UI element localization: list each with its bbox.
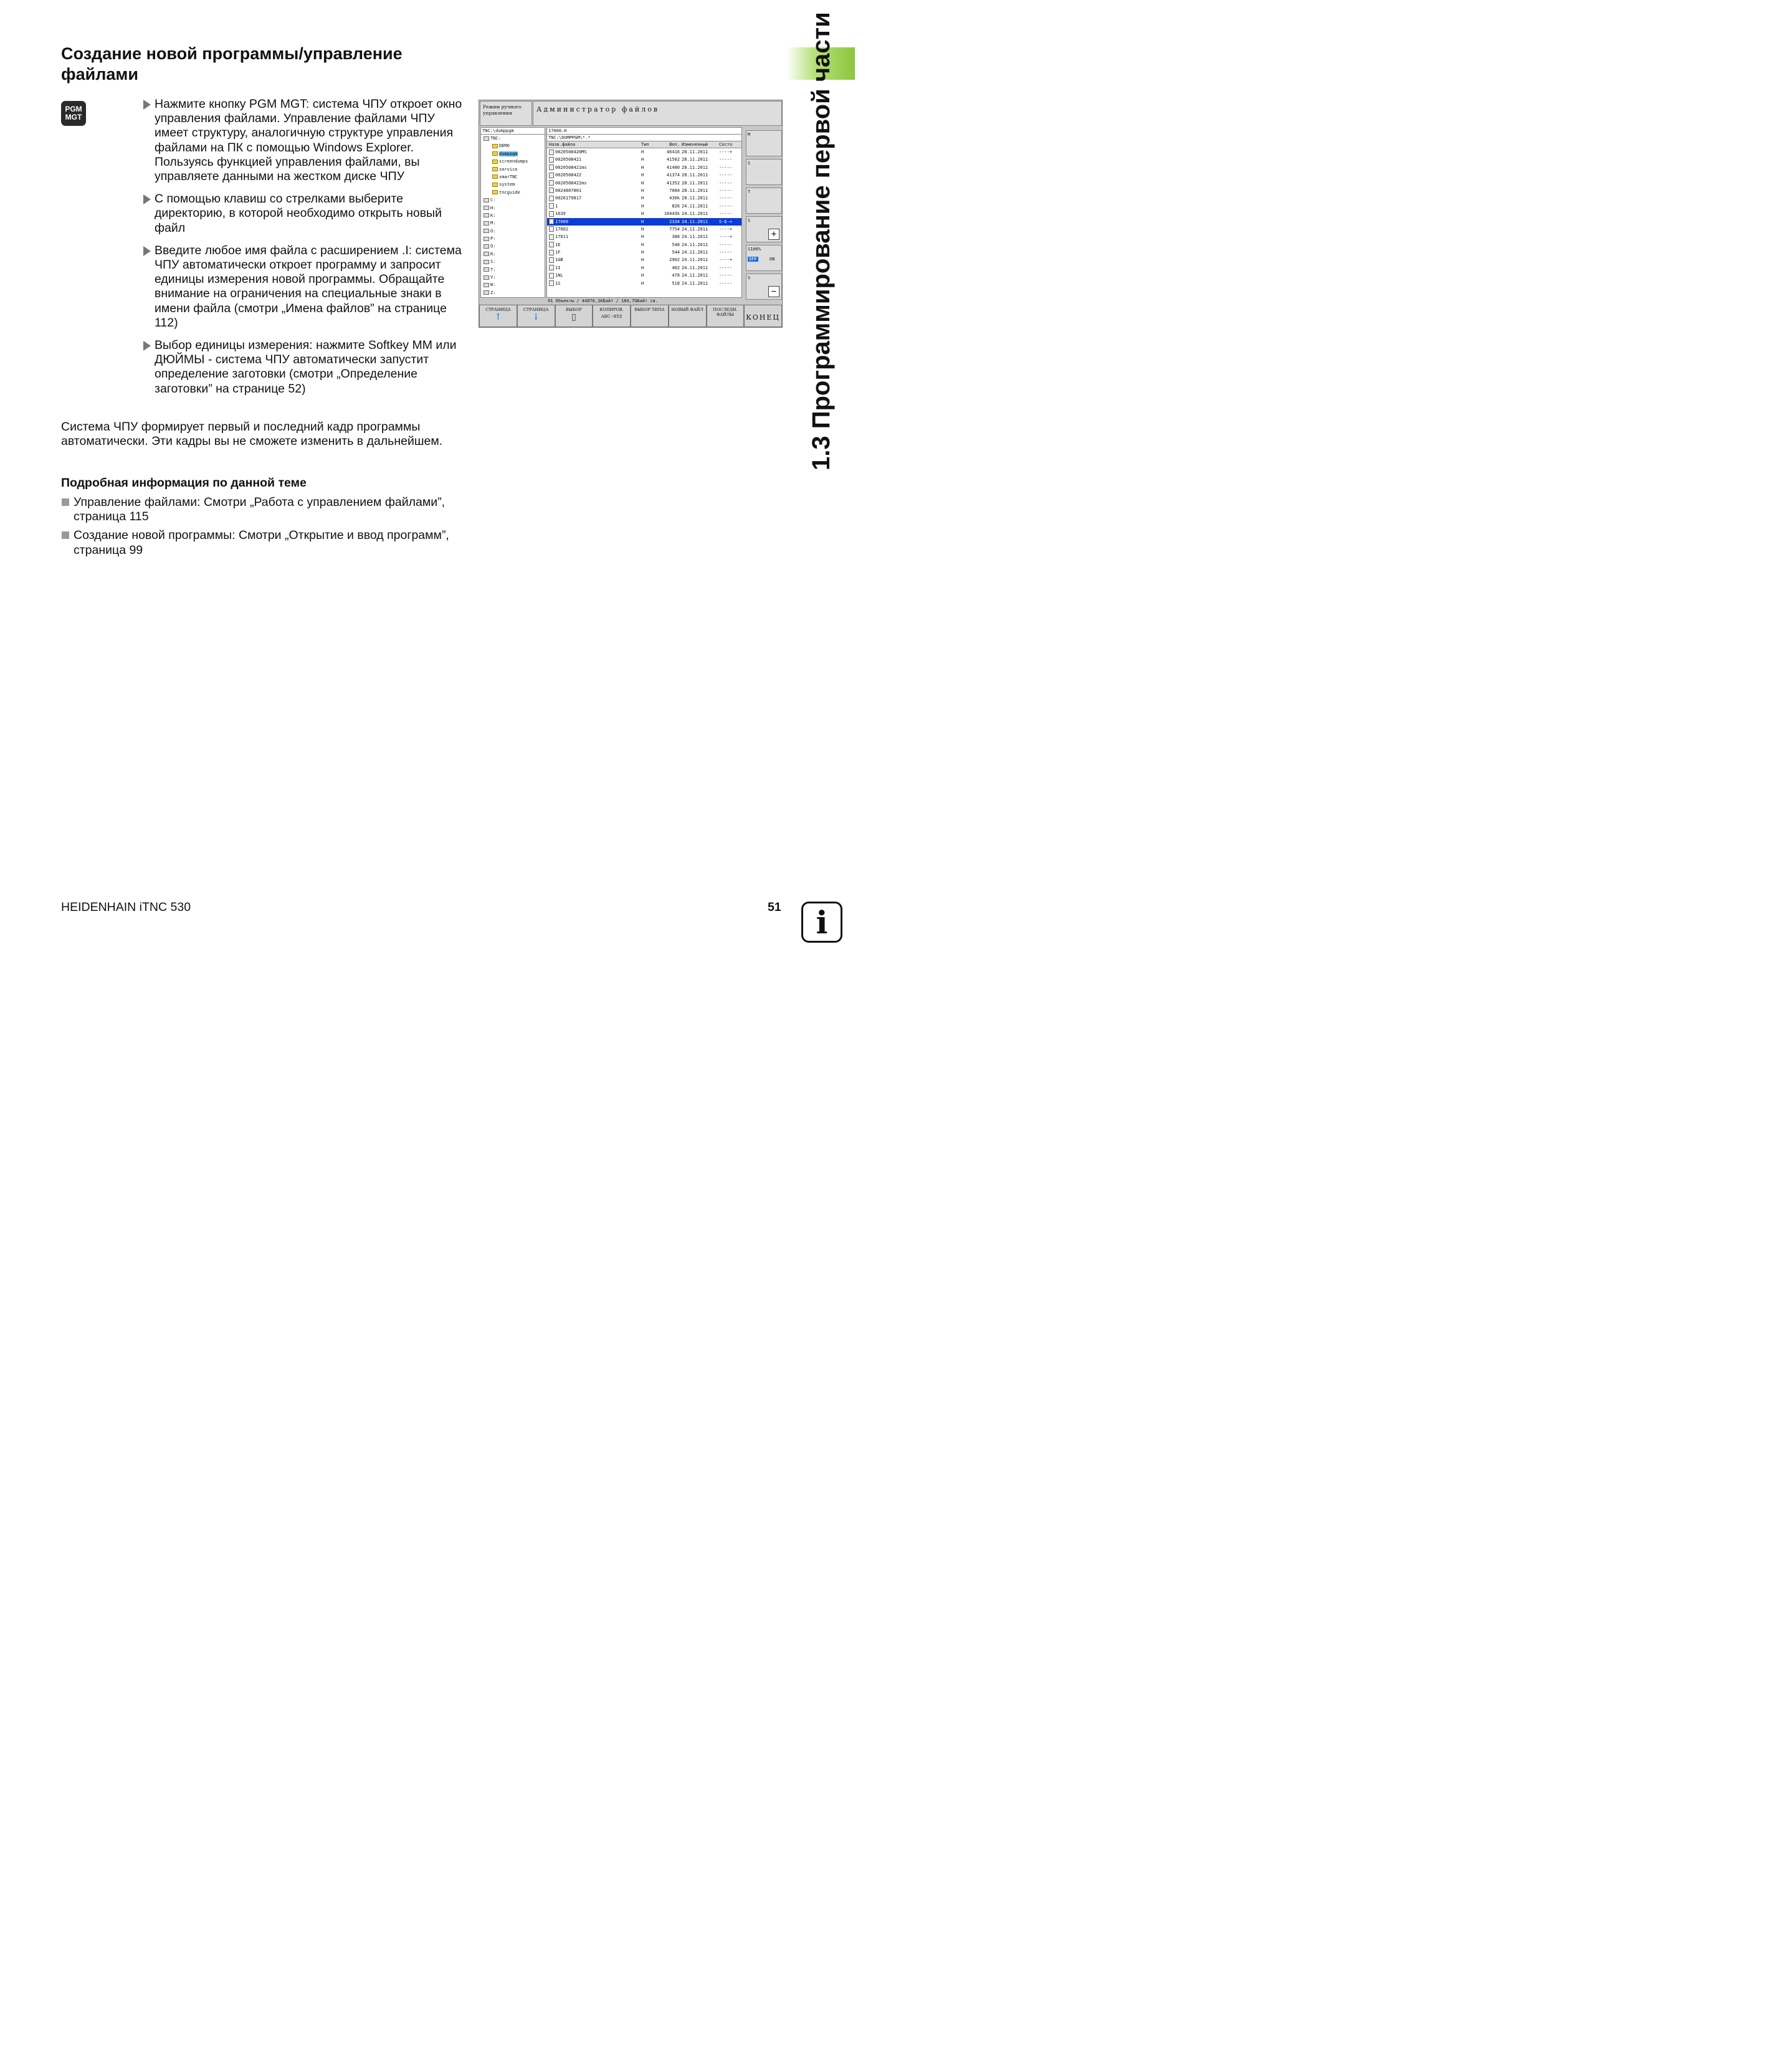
file-cell: 24.11.2011 — [682, 250, 708, 255]
file-row[interactable] — [547, 264, 741, 272]
file-cell — [547, 256, 641, 264]
file-cell: 24.11.2011 — [682, 273, 708, 279]
file-cell — [547, 241, 641, 249]
file-cell: 28.11.2011 — [682, 164, 708, 170]
triangle-bullet-icon — [143, 246, 151, 256]
file-cell — [547, 156, 641, 163]
tree-item-label: T: — [490, 267, 496, 272]
file-cell: S-E-+ — [719, 219, 733, 224]
directory-tree — [480, 127, 545, 298]
softkey-label: КОПИРОВ. — [599, 307, 624, 312]
file-icon — [549, 150, 554, 155]
file-cell: 28.11.2011 — [682, 157, 708, 163]
tree-item[interactable] — [481, 258, 545, 265]
file-icon — [549, 196, 554, 201]
file-row[interactable] — [547, 233, 741, 241]
file-icon — [549, 280, 554, 286]
file-name: 17011 — [555, 234, 569, 240]
file-cell: 24.11.2011 — [682, 242, 708, 247]
file-name: 0020508422ms — [555, 180, 587, 186]
file-cell: 24.11.2011 — [682, 234, 708, 240]
file-cell: 24.11.2011 — [682, 265, 708, 270]
file-cell: 28.11.2011 — [682, 180, 708, 186]
file-cell: ----- — [719, 280, 733, 286]
key-icon-line2: MGT — [65, 113, 82, 121]
column-header[interactable]: Назв.файла — [549, 142, 576, 147]
step-item — [143, 97, 462, 184]
file-name: 1E — [555, 242, 561, 247]
file-cell: 518 — [672, 280, 680, 286]
file-name: 0020508422 — [555, 173, 582, 178]
file-name: 1I — [555, 265, 561, 270]
file-cell: H — [641, 234, 644, 240]
file-cell — [547, 264, 641, 272]
file-cell: 10443k — [664, 211, 680, 217]
file-cell: H — [641, 157, 644, 163]
reference-item — [61, 495, 460, 524]
status-line: 91 Объекты / 44876,1КБайт / 184,7GБайт св. — [548, 298, 659, 303]
file-icon — [549, 188, 554, 193]
file-cell: H — [641, 265, 644, 270]
page-number: 51 — [768, 900, 781, 914]
window-header: Администратор файлов — [533, 101, 782, 126]
tree-item-label: Q: — [490, 244, 496, 249]
new-file-softkey[interactable] — [669, 305, 707, 327]
tree-item-label: TNC: — [490, 136, 501, 141]
file-icon — [549, 226, 554, 232]
file-row[interactable] — [547, 164, 741, 171]
tree-item[interactable] — [481, 173, 545, 181]
recent-files-softkey[interactable] — [707, 305, 745, 327]
folder-icon — [492, 144, 498, 148]
file-cell: H — [641, 196, 644, 201]
file-cell: H — [641, 242, 644, 247]
folder-icon — [492, 174, 498, 179]
tree-item-label: V: — [490, 275, 496, 280]
folder-icon — [492, 167, 498, 171]
button-label: T — [748, 189, 751, 194]
file-cell: ----- — [719, 196, 733, 201]
tree-item[interactable] — [481, 250, 545, 258]
file-name: 1 — [555, 203, 558, 209]
body-paragraph: Система ЧПУ формирует первый и последний кадр программы автоматически. Эти кадры вы не сможете изменить в дальнейшем. — [61, 420, 443, 449]
file-name: 1639 — [555, 211, 566, 217]
drive-icon — [484, 198, 489, 202]
tree-item-label: tncguide — [499, 189, 520, 195]
file-icon — [549, 180, 554, 186]
step-text: Выбор единицы измерения: нажмите Softkey MM или ДЮЙМЫ - система ЧПУ автоматически запустит определение заготовки (смотри „Определение заготовки” на странице 52) — [155, 338, 457, 396]
tree-item-label: system — [499, 182, 515, 188]
file-cell: H — [641, 250, 644, 255]
file-name: 17000 — [555, 219, 569, 224]
button-label: S — [748, 218, 751, 223]
file-icon — [549, 219, 554, 224]
footer-product: HEIDENHAIN iTNC 530 — [61, 900, 191, 914]
file-cell: H — [641, 219, 644, 224]
page-up-softkey[interactable] — [479, 305, 517, 327]
off-label: OFF — [749, 257, 757, 262]
drive-icon — [484, 221, 489, 226]
file-icon — [549, 257, 554, 263]
info-icon: i — [801, 902, 842, 943]
file-cell: H — [641, 273, 644, 279]
file-cell: ----+ — [719, 257, 733, 263]
tree-item[interactable] — [481, 274, 545, 281]
step-text: С помощью клавиш со стрелками выберите директорию, в которой необходимо открыть новый файл — [155, 192, 442, 235]
file-cell: ----+ — [719, 150, 733, 155]
file-row[interactable] — [547, 210, 741, 217]
file-cell: ----- — [719, 265, 733, 270]
spindle-button[interactable] — [746, 159, 782, 185]
softkey-label: ПОСЛЕДН. ФАЙЛЫ — [713, 307, 738, 317]
tree-item-label: C: — [490, 198, 496, 203]
spindle-minus-button[interactable] — [746, 274, 782, 300]
tree-item[interactable] — [481, 189, 545, 196]
file-cell: 28.11.2011 — [682, 196, 708, 201]
file-cell — [547, 210, 641, 217]
file-cell: 28.11.2011 — [682, 188, 708, 193]
step-text: Нажмите кнопку PGM MGT: система ЧПУ откроет окно управления файлами. Управление файлами ЧПУ имеет структуру, аналогичную структуре управления файлами на ПК с помощью Windows Explorer. Пользуясь функцией управления файлами, вы управляете данными на жестком диске ЧПУ — [155, 97, 462, 184]
drive-icon — [484, 275, 489, 280]
copy-icon-source: ABC — [601, 314, 611, 319]
drive-icon — [484, 283, 489, 287]
file-name: 0020508420MS — [555, 150, 587, 155]
file-name: 1F — [555, 250, 561, 255]
triangle-bullet-icon — [143, 341, 151, 351]
file-cell: ----- — [719, 203, 733, 209]
file-name: 1S — [555, 280, 561, 286]
softkey-label: НОВЫЙ ФАЙЛ — [671, 307, 703, 312]
tnc-file-manager-screenshot — [479, 100, 783, 328]
file-cell: ----- — [719, 164, 733, 170]
file-cell: H — [641, 211, 644, 217]
file-cell: H — [641, 180, 644, 186]
on-label: ON — [769, 257, 775, 262]
copy-icon: ABC→XYZ — [601, 314, 622, 319]
step-text: Введите любое имя файла с расширением .I: система ЧПУ автоматически откроет программу и запросит единицы измерения новой программы. Обращайте внимание на ограничения на специальные знаки в имени файла (смотри „Имена файлов” на странице 112) — [155, 243, 462, 330]
tree-item-label: P: — [490, 236, 496, 242]
step-item — [143, 338, 462, 396]
file-icon — [549, 250, 554, 255]
button-label: S — [748, 275, 751, 280]
file-cell: 544 — [672, 250, 680, 255]
tree-item[interactable] — [481, 150, 545, 158]
square-bullet-icon — [62, 531, 69, 539]
file-row[interactable] — [547, 256, 741, 264]
list-path: TNC:\DUMPPGM\*.* — [547, 135, 741, 141]
file-cell: H — [641, 280, 644, 286]
file-row[interactable] — [547, 241, 741, 249]
mode-label: Режим ручного управления — [480, 101, 532, 126]
copy-icon-target: XYZ — [613, 314, 622, 319]
file-name: 0024807801 — [555, 188, 582, 193]
reference-item — [61, 528, 460, 557]
file-row[interactable] — [547, 156, 741, 163]
file-cell: 28.11.2011 — [682, 150, 708, 155]
drive-icon — [484, 237, 489, 241]
column-header[interactable]: Тип — [641, 142, 649, 147]
file-row[interactable] — [547, 280, 741, 287]
file-cell: H — [641, 164, 644, 170]
right-softkey-column — [746, 130, 782, 302]
triangle-bullet-icon — [143, 100, 151, 110]
file-cell — [547, 218, 641, 226]
file-name: 1GB — [555, 257, 563, 263]
file-cell: H — [641, 188, 644, 193]
file-cell — [547, 187, 641, 194]
file-cell: 41374 — [666, 173, 680, 178]
tree-item-label: H: — [490, 205, 496, 211]
tree-item-label: O: — [490, 228, 496, 234]
file-cell — [547, 148, 641, 156]
drive-icon — [484, 252, 489, 256]
page-title: Создание новой программы/управление файлами — [61, 44, 403, 83]
tree-item[interactable] — [481, 289, 545, 297]
tree-item-label: W: — [490, 282, 496, 288]
file-name: 0020508421 — [555, 157, 582, 163]
file-cell: H — [641, 150, 644, 155]
file-row[interactable] — [547, 187, 741, 194]
tree-item-label: smarTNC — [499, 174, 518, 179]
file-row[interactable] — [547, 218, 741, 226]
step-item — [143, 244, 462, 330]
file-row[interactable] — [547, 171, 741, 179]
file-cell: ----- — [719, 180, 733, 186]
file-cell: 46416 — [666, 150, 680, 155]
file-cell: 24.11.2011 — [682, 203, 708, 209]
tree-item[interactable] — [481, 158, 545, 165]
file-cell: 24.11.2011 — [682, 211, 708, 217]
file-icon — [549, 211, 554, 217]
file-cell: 430k — [669, 196, 680, 201]
drive-icon — [484, 290, 489, 295]
file-cell: ----- — [719, 250, 733, 255]
drive-icon — [484, 213, 489, 217]
arrow-down-icon: ↓ — [532, 312, 540, 322]
subheading: Подробная информация по данной теме — [61, 476, 307, 490]
square-bullet-icon — [62, 498, 69, 506]
tree-item[interactable] — [481, 135, 545, 142]
drive-icon — [484, 229, 489, 233]
tool-button[interactable] — [746, 188, 782, 214]
drive-icon — [484, 267, 489, 272]
section-side-title: 1.3 Программирование первой части — [808, 12, 835, 470]
folder-icon — [492, 190, 498, 194]
file-cell: ----- — [719, 273, 733, 279]
file-cell: ----- — [719, 188, 733, 193]
file-row[interactable] — [547, 249, 741, 256]
tree-item[interactable] — [481, 242, 545, 250]
pgm-mgt-key-icon — [61, 101, 86, 126]
step-list — [143, 97, 462, 404]
file-cell: 2902 — [669, 257, 680, 263]
button-label: S100% — [748, 247, 761, 252]
softkey-label: СТРАНИЦА — [523, 307, 549, 312]
tree-item[interactable] — [481, 235, 545, 242]
softkey-bar — [479, 305, 782, 327]
tree-item-label: R: — [490, 251, 496, 257]
file-cell — [547, 249, 641, 256]
file-cell: 2334 — [669, 219, 680, 224]
select-type-softkey[interactable] — [631, 305, 669, 327]
tree-item[interactable] — [481, 266, 545, 274]
tree-item-label: S: — [490, 259, 496, 265]
file-cell: 548 — [672, 242, 680, 247]
plus-icon: + — [768, 229, 779, 240]
reference-text: Создание новой программы: Смотри „Открытие и ввод программ”, страница 99 — [74, 528, 449, 557]
file-cell: 24.11.2011 — [682, 257, 708, 263]
reference-text: Управление файлами: Смотри „Работа с управлением файлами”, страница 115 — [74, 495, 446, 524]
document-icon: ▯ — [571, 312, 576, 322]
file-row[interactable] — [547, 272, 741, 279]
end-softkey[interactable] — [744, 305, 782, 327]
column-header[interactable]: Вел. — [669, 142, 680, 147]
spindle-plus-button[interactable] — [746, 216, 782, 242]
tree-item-label: dumppgm — [499, 151, 518, 156]
tree-path: TNC:\dumppgm — [481, 128, 545, 135]
file-cell: 7754 — [669, 226, 680, 232]
minus-icon: − — [768, 286, 779, 297]
tree-item[interactable] — [481, 204, 545, 212]
drive-icon — [484, 244, 489, 249]
folder-icon — [492, 151, 498, 156]
file-cell — [547, 226, 641, 233]
file-name: 17002 — [555, 226, 569, 232]
file-cell: 41480 — [666, 164, 680, 170]
m-function-button[interactable] — [746, 130, 782, 156]
file-cell: 402 — [672, 265, 680, 270]
file-icon — [549, 157, 554, 163]
file-cell: ----+ — [719, 234, 733, 240]
file-cell: 826 — [672, 203, 680, 209]
tree-item[interactable] — [481, 196, 545, 204]
file-cell — [547, 179, 641, 187]
file-row[interactable] — [547, 194, 741, 202]
tree-item-label: Z: — [490, 290, 496, 295]
file-icon — [549, 164, 554, 170]
file-name: 0020508421ms — [555, 164, 587, 170]
button-label: S — [748, 161, 751, 166]
arrow-up-icon: ↑ — [494, 312, 502, 322]
key-icon-line1: PGM — [65, 105, 82, 113]
button-label: M — [748, 132, 751, 137]
tree-item[interactable] — [481, 219, 545, 227]
column-header[interactable]: Измененный — [682, 142, 708, 147]
file-cell — [547, 280, 641, 287]
file-list-header — [547, 141, 741, 148]
softkey-label: ВЫБОР — [566, 307, 582, 312]
file-name: 0026179817 — [555, 196, 582, 201]
drive-icon — [484, 206, 489, 210]
tree-item[interactable] — [481, 142, 545, 150]
copy-softkey[interactable] — [593, 305, 631, 327]
file-cell: H — [641, 173, 644, 178]
file-cell: 41352 — [666, 180, 680, 186]
file-row[interactable] — [547, 202, 741, 210]
softkey-label: СТРАНИЦА — [485, 307, 511, 312]
file-cell: ----- — [719, 211, 733, 217]
file-icon — [549, 242, 554, 247]
file-cell: H — [641, 226, 644, 232]
file-icon — [549, 173, 554, 178]
drive-icon — [484, 260, 489, 264]
file-cell: 24.11.2011 — [682, 280, 708, 286]
triangle-bullet-icon — [143, 194, 151, 204]
file-cell: ----+ — [719, 226, 733, 232]
folder-icon — [492, 160, 498, 164]
file-cell: 388 — [672, 234, 680, 240]
step-item — [143, 192, 462, 236]
file-icon — [549, 265, 554, 270]
file-cell: H — [641, 203, 644, 209]
file-icon — [549, 273, 554, 279]
tree-item[interactable] — [481, 281, 545, 288]
file-cell — [547, 272, 641, 279]
file-cell: ----- — [719, 157, 733, 163]
file-icon — [549, 234, 554, 240]
file-cell — [547, 171, 641, 179]
drive-icon — [484, 136, 489, 141]
file-cell — [547, 233, 641, 241]
file-cell: 24.11.2011 — [682, 226, 708, 232]
reference-list — [61, 495, 460, 562]
file-cell — [547, 202, 641, 210]
column-header[interactable]: Состо — [719, 142, 733, 147]
folder-icon — [492, 183, 498, 187]
file-icon — [549, 203, 554, 209]
softkey-label: КОНЕЦ — [746, 313, 780, 321]
file-row[interactable] — [547, 148, 741, 156]
file-cell: 24.11.2011 — [682, 219, 708, 224]
current-file: 17000.H — [547, 128, 741, 135]
file-cell: H — [641, 257, 644, 263]
tree-item[interactable] — [481, 181, 545, 188]
spindle-override-button[interactable] — [746, 245, 782, 271]
file-row[interactable] — [547, 179, 741, 187]
file-list — [546, 127, 742, 298]
select-softkey[interactable] — [555, 305, 593, 327]
tree-item-label: screendumps — [499, 159, 528, 164]
file-name: 1NL — [555, 273, 563, 279]
file-cell: ----- — [719, 173, 733, 178]
file-cell — [547, 164, 641, 171]
file-row[interactable] — [547, 226, 741, 233]
tree-item-label: K: — [490, 212, 496, 218]
file-cell: 28.11.2011 — [682, 173, 708, 178]
softkey-label: ВЫБОР ТИПА — [634, 307, 665, 312]
file-cell — [547, 194, 641, 202]
file-cell: 41502 — [666, 157, 680, 163]
page-down-softkey[interactable] — [517, 305, 555, 327]
file-cell: 478 — [672, 273, 680, 279]
tree-item[interactable] — [481, 227, 545, 235]
file-cell: ----- — [719, 242, 733, 247]
tree-item[interactable] — [481, 212, 545, 219]
tree-item-label: M: — [490, 221, 496, 226]
file-cell: 7084 — [669, 188, 680, 193]
tree-item-label: DEMO — [499, 143, 510, 149]
tree-item[interactable] — [481, 166, 545, 173]
tree-item-label: service — [499, 166, 518, 172]
